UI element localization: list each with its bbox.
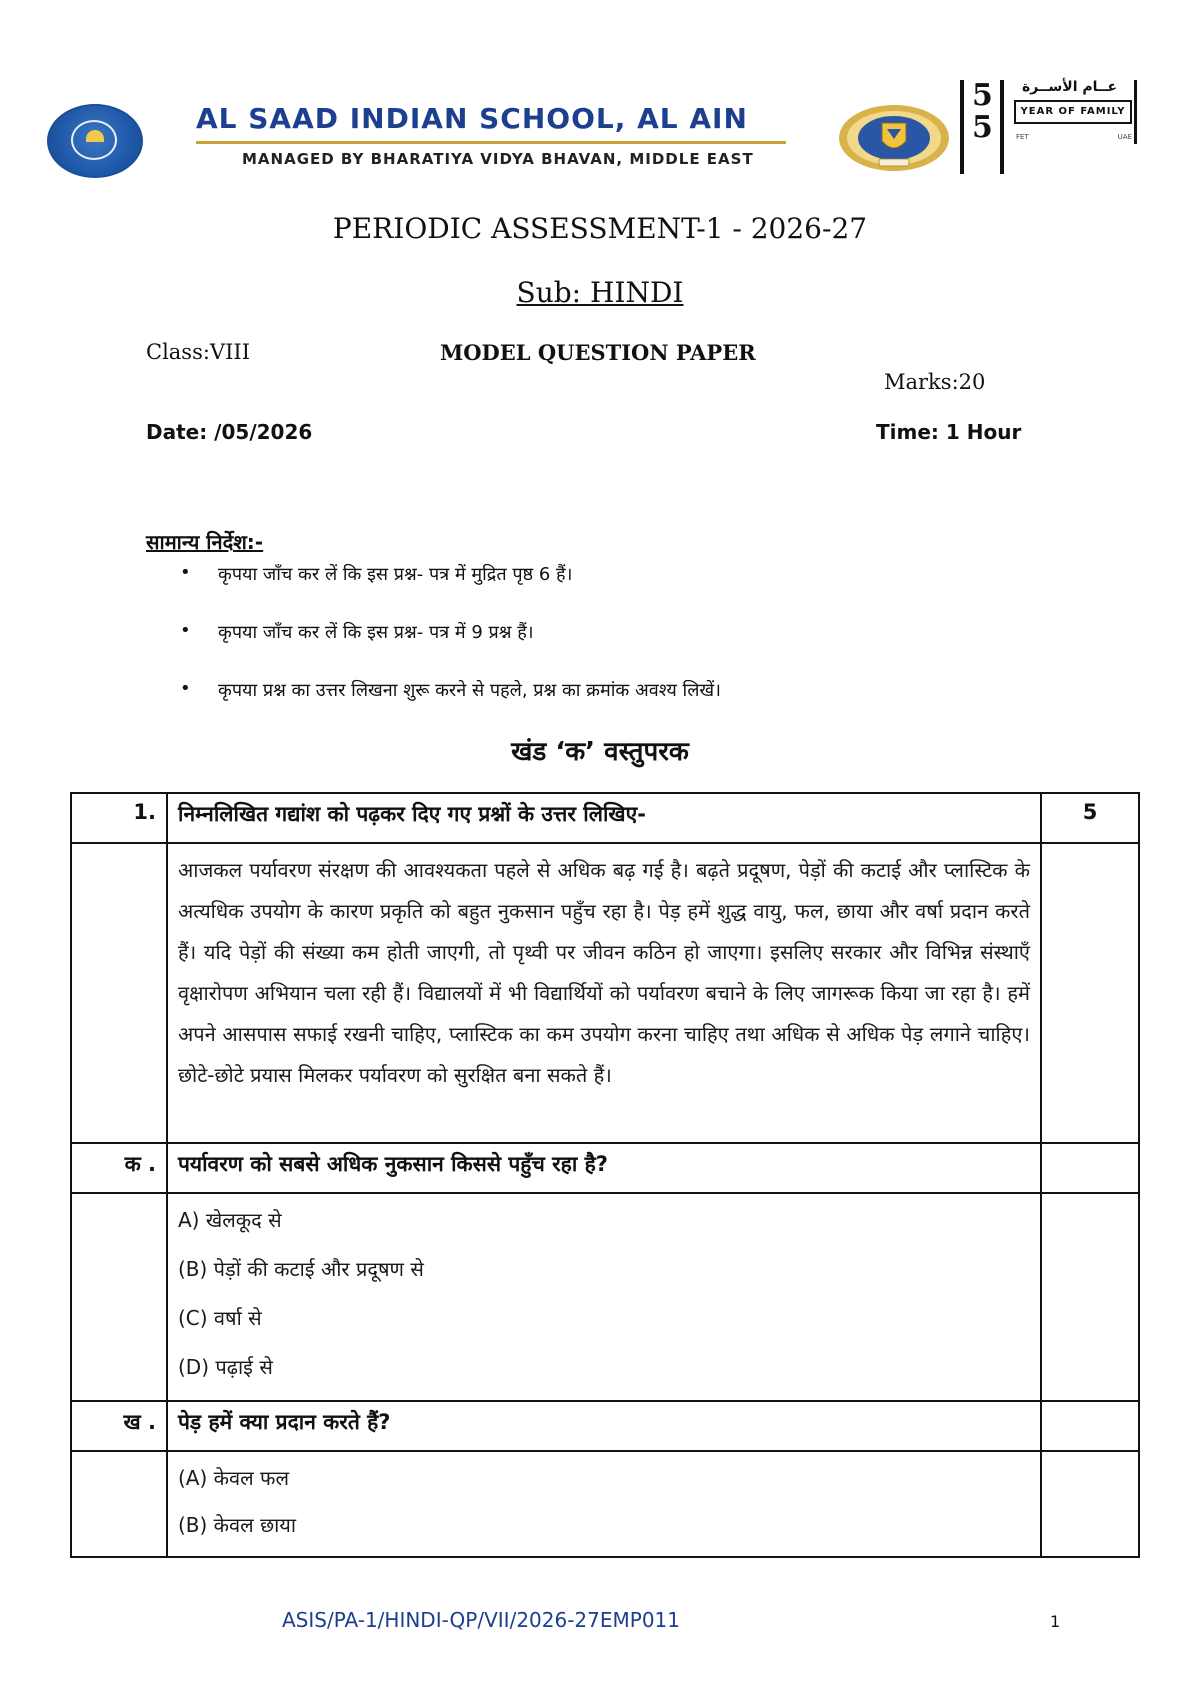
instruction-item: • कृपया प्रश्न का उत्तर लिखना शुरू करने से पहले, प्रश्न का क्रमांक अवश्य लिखें।: [180, 678, 721, 702]
question-text: निम्नलिखित गद्यांश को पढ़कर दिए गए प्रश्नों के उत्तर लिखिए-: [167, 793, 1041, 843]
option-item: A) खेलकूद से: [178, 1208, 282, 1232]
section-title: खंड ‘क’ वस्तुपरक: [511, 737, 689, 767]
year-badge-bar: [1000, 80, 1004, 174]
class-label: Class:VIII: [146, 340, 250, 364]
options-list: [167, 1193, 1041, 1401]
footer-code: ASIS/PA-1/HINDI-QP/VII/2026-27EMP011: [282, 1608, 681, 1632]
school-name: AL SAAD INDIAN SCHOOL, AL AIN: [196, 102, 748, 135]
table-row: [71, 843, 1139, 1143]
sub-question-label: क .: [71, 1143, 167, 1193]
paper-type: MODEL QUESTION PAPER: [440, 340, 756, 365]
page-number: 1: [1050, 1612, 1061, 1631]
year-badge-foot-left: FET: [1016, 133, 1029, 141]
sub-question-text: पेड़ हमें क्या प्रदान करते हैं?: [167, 1401, 1041, 1451]
year-badge-digits: 5 5: [972, 78, 993, 145]
option-item: (D) पढ़ाई से: [178, 1355, 273, 1379]
option-item: (A) केवल फल: [178, 1466, 290, 1490]
option-item: (B) पेड़ों की कटाई और प्रदूषण से: [178, 1257, 424, 1281]
table-row: [71, 1193, 1139, 1401]
subject-title: Sub: HINDI: [516, 276, 684, 309]
table-row: [71, 1143, 1139, 1193]
header-divider: [196, 141, 786, 144]
question-marks: 5: [1041, 793, 1139, 843]
year-badge-footer: [1016, 133, 1132, 141]
year-badge-arabic: عــام الأســرة: [1022, 79, 1118, 95]
table-row: [71, 1451, 1139, 1557]
year-badge-bar: [960, 80, 964, 174]
bhavan-crest-logo: [837, 103, 951, 173]
year-badge-english: YEAR OF FAMILY: [1014, 100, 1132, 124]
managed-by-line: MANAGED BY BHARATIYA VIDYA BHAVAN, MIDDLE EAST: [242, 150, 754, 168]
instruction-item: • कृपया जाँच कर लें कि इस प्रश्न- पत्र में मुद्रित पृष्ठ 6 हैं।: [180, 562, 572, 586]
options-list: [167, 1451, 1041, 1557]
table-row: [71, 1401, 1139, 1451]
year-badge-bar: [1134, 80, 1137, 144]
sub-question-label: ख .: [71, 1401, 167, 1451]
option-item: (C) वर्षा से: [178, 1306, 262, 1330]
sub-question-text: पर्यावरण को सबसे अधिक नुकसान किससे पहुँच रहा है?: [167, 1143, 1041, 1193]
instruction-item: • कृपया जाँच कर लें कि इस प्रश्न- पत्र में 9 प्रश्न हैं।: [180, 620, 534, 644]
table-row: [71, 793, 1139, 843]
school-logo-left: [47, 104, 143, 178]
option-item: (B) केवल छाया: [178, 1513, 297, 1537]
marks-label: Marks:20: [884, 370, 986, 394]
year-badge-foot-right: UAE: [1117, 133, 1132, 141]
reading-passage: आजकल पर्यावरण संरक्षण की आवश्यकता पहले से अधिक बढ़ गई है। बढ़ते प्रदूषण, पेड़ों की कटाई और प्लास्टिक के अत्यधिक उपयोग के कारण प्रकृति को बहुत नुकसान पहुँच रहा है। पेड़ हमें शुद्ध वायु, फल, छाया और वर्षा प्रदान करते हैं। यदि पेड़ों की संख्या कम होती जाएगी, तो पृथ्वी पर जीवन कठिन हो जाएगा। इसलिए सरकार और विभिन्न संस्थाएँ वृक्षारोपण अभियान चला रही हैं। विद्यालयों में भी विद्यार्थियों को पर्यावरण बचाने के लिए जागरूक किया जा रहा है। हमें अपने आसपास सफाई रखनी चाहिए, प्लास्टिक का कम उपयोग करना चाहिए तथा अधिक से अधिक पेड़ लगाने चाहिए। छोटे-छोटे प्रयास मिलकर पर्यावरण को सुरक्षित बना सकते हैं।: [167, 843, 1041, 1143]
question-number: 1.: [71, 793, 167, 843]
instructions-heading: सामान्य निर्देश:-: [146, 530, 264, 554]
paper-title: PERIODIC ASSESSMENT-1 - 2026-27: [332, 212, 868, 245]
time-label: Time: 1 Hour: [876, 420, 1022, 444]
question-table: [70, 792, 1140, 1558]
date-label: Date: /05/2026: [146, 420, 313, 444]
